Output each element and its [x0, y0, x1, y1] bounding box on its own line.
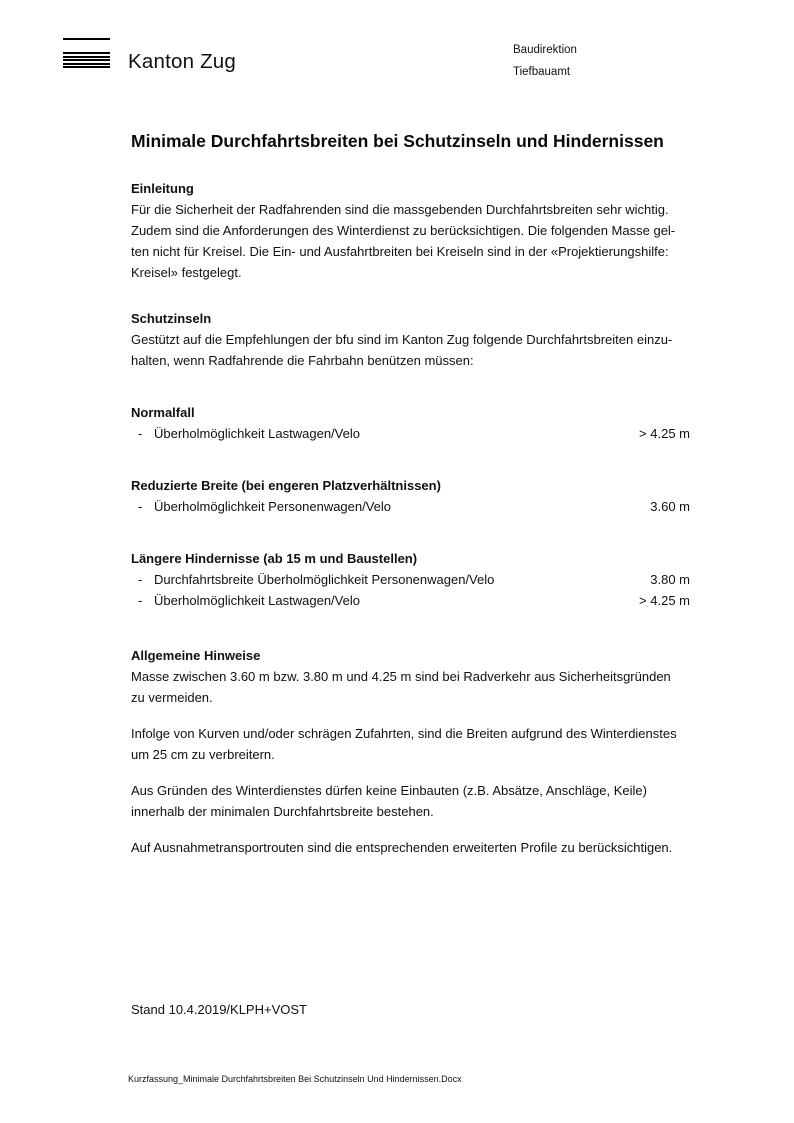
bullet-dash: - — [138, 426, 143, 441]
measure-row — [131, 423, 690, 444]
measure-value: 3.60 m — [650, 499, 690, 514]
logo-wordmark: Kanton Zug — [128, 50, 236, 73]
section-heading: Normalfall — [131, 405, 195, 420]
section-heading: Schutzinseln — [131, 311, 212, 326]
paragraph-line: Masse zwischen 3.60 m bzw. 3.80 m und 4.25 m sind bei Radverkehr aus Sicherheitsgründen — [131, 669, 671, 684]
bullet-dash: - — [138, 572, 143, 587]
logo-stripe — [63, 56, 110, 58]
section-laengere-hindernisse — [131, 548, 690, 611]
paragraph-line: Für die Sicherheit der Radfahrenden sind die massgebenden Durchfahrtsbreiten sehr wichtig. — [131, 202, 669, 217]
page-title: Minimale Durchfahrtsbreiten bei Schutzinseln und Hindernissen — [131, 131, 664, 151]
paragraph-line: Gestützt auf die Empfehlungen der bfu sind im Kanton Zug folgende Durchfahrtsbreiten einzu- — [131, 332, 673, 347]
logo-stripe — [63, 52, 110, 54]
measure-value: 3.80 m — [650, 572, 690, 587]
measure-label: Durchfahrtsbreite Überholmöglichkeit Personenwagen/Velo — [154, 572, 495, 587]
version-stand-line: Stand 10.4.2019/KLPH+VOST — [131, 1002, 307, 1017]
section-allgemeine-hinweise — [131, 645, 690, 858]
measure-row — [131, 590, 690, 611]
paragraph-line: um 25 cm zu verbreitern. — [131, 747, 275, 762]
paragraph-line: Infolge von Kurven und/oder schrägen Zufahrten, sind die Breiten aufgrund des Winterdienstes — [131, 726, 677, 741]
org-office: Tiefbauamt — [513, 65, 571, 78]
measure-label: Überholmöglichkeit Personenwagen/Velo — [154, 499, 392, 514]
section-reduzierte-breite — [131, 475, 690, 517]
measure-value: > 4.25 m — [639, 593, 690, 608]
logo-stripe-group — [63, 52, 110, 68]
bullet-dash: - — [138, 499, 143, 514]
footer-filename: Kurzfassung_Minimale Durchfahrtsbreiten Bei Schutzinseln Und Hindernissen.Docx — [128, 1074, 462, 1084]
section-heading: Reduzierte Breite (bei engeren Platzverhältnissen) — [131, 478, 441, 493]
logo-stripe — [63, 59, 110, 61]
measure-label: Überholmöglichkeit Lastwagen/Velo — [154, 426, 360, 441]
logo-stripe — [63, 66, 110, 68]
org-department: Baudirektion — [513, 44, 577, 56]
paragraph-line: Zudem sind die Anforderungen des Winterdienst zu berücksichtigen. Die folgenden Masse gel- — [131, 223, 676, 238]
paragraph-line: Aus Gründen des Winterdienstes dürfen keine Einbauten (z.B. Absätze, Anschläge, Keile) — [131, 783, 647, 798]
note-paragraph — [131, 837, 690, 858]
section-einleitung — [131, 178, 690, 283]
document-content — [131, 0, 690, 1020]
paragraph-line: innerhalb der minimalen Durchfahrtsbreite bestehen. — [131, 804, 434, 819]
section-heading: Einleitung — [131, 181, 194, 196]
measure-row — [131, 569, 690, 590]
measure-value: > 4.25 m — [639, 426, 690, 441]
kanton-zug-logo-icon — [63, 38, 110, 68]
logo-stripe — [63, 63, 110, 65]
section-heading: Allgemeine Hinweise — [131, 648, 261, 663]
section-normalfall — [131, 402, 690, 444]
section-schutzinseln — [131, 308, 690, 371]
paragraph-line: Kreisel» festgelegt. — [131, 265, 242, 280]
note-paragraph — [131, 723, 690, 765]
paragraph-line: halten, wenn Radfahrende die Fahrbahn benützen müssen: — [131, 353, 474, 368]
paragraph-line: Auf Ausnahmetransportrouten sind die entsprechenden erweiterten Profile zu berücksichtigen. — [131, 840, 673, 855]
measure-row — [131, 496, 690, 517]
logo-stripe — [63, 38, 110, 40]
bullet-dash: - — [138, 593, 143, 608]
section-heading: Längere Hindernisse (ab 15 m und Baustellen) — [131, 551, 418, 566]
note-paragraph — [131, 666, 690, 708]
note-paragraph — [131, 780, 690, 822]
measure-label: Überholmöglichkeit Lastwagen/Velo — [154, 593, 360, 608]
paragraph-line: zu vermeiden. — [131, 690, 213, 705]
paragraph-line: ten nicht für Kreisel. Die Ein- und Ausfahrtbreiten bei Kreiseln sind in der «Projektierungshilfe: — [131, 244, 669, 259]
